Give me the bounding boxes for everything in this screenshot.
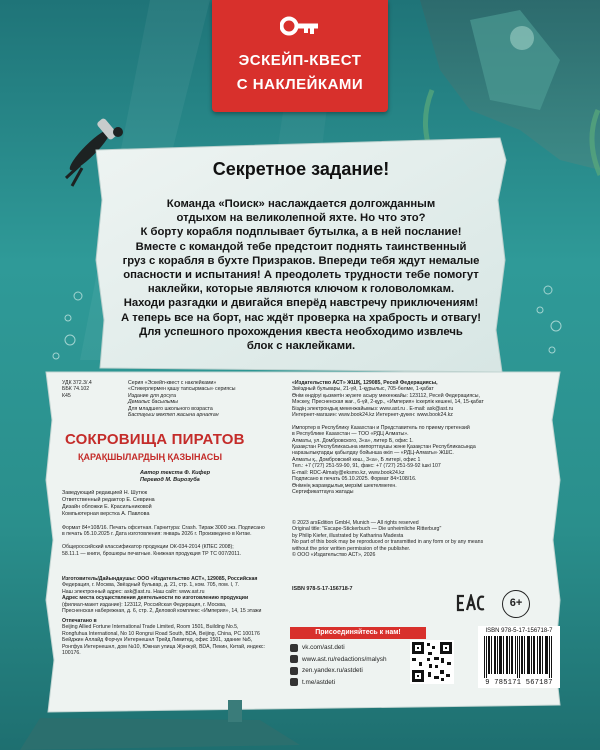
badge-line-1: ЭСКЕЙП-КВЕСТ [238, 52, 362, 69]
series-line: «Стикерлермен қашу тапсырмасы» сериясы [128, 386, 236, 393]
badge-line-2: С НАКЛЕЙКАМИ [236, 76, 364, 93]
pub-line: Изготовитель/Дайындаушы: ООО «Издательство АСТ», 129085, Российская [62, 576, 258, 582]
manufacturer-block [62, 576, 274, 614]
copyright-line: © ООО «Издательство АСТ», 2026 [292, 552, 376, 559]
note-line: блок с наклейками. [246, 340, 356, 353]
imprint-line: Сертификаттауға жатады [292, 488, 354, 495]
eac-mark-icon [456, 594, 486, 612]
series-line: Бастауыш мектеп жасына арналған [128, 412, 219, 419]
made-line: Ронгфуа Интернешнл, дом №10, Южная улица Жунжуй, BDA, Пекин, Китай, индекс: 100176. [62, 643, 265, 657]
barcode-bars [484, 636, 554, 678]
imprint-line: в Республике Казахстан — ТОО «РДЦ Алматы». [292, 431, 409, 438]
note-line: А теперь все на борт, нас ждёт проверка на храбрость и отвагу! [120, 311, 482, 324]
book-subtitle: ҚАРАҚШЫЛАРДЫҢ ҚАЗЫНАСЫ [78, 452, 223, 462]
imprint-line: Өнімнің жарамдылық мерзімі шектелмеген. [292, 482, 397, 489]
staff-line: Дизайн обложки Е. Красильниковой [62, 504, 152, 510]
imprint-line: Алматы, ул. Домбровского, 3«а», литер Б, офис 1. [292, 437, 414, 444]
imprint-line: Қазақстан Республикасына импорттаушы және Қазақстан Республикасында [292, 444, 476, 451]
note-title: Секретное задание! [212, 159, 390, 179]
made-line: Отпечатано в [62, 618, 97, 624]
series-block [128, 380, 268, 418]
secret-task-note [96, 137, 506, 372]
note-line: Вместе с командой тебе предстоит поднять таинственный [135, 240, 467, 253]
imprint-line: Импортер в Республику Казахстан и Представитель по приему претензий [292, 424, 470, 431]
barcode-number: 9 785171 567187 [485, 679, 553, 687]
series-line: Издание для досуга [128, 392, 177, 399]
imprint-line: Біздің электрондық мекенжайымыз: www.ast.ru . E-mail: ask@ast.ru [292, 405, 454, 412]
staff-line: Компьютерная верстка А. Павлова [62, 511, 150, 517]
made-line: Бейджин Аллайд Форчун Интернешнл Трейд Лимитед, офис 1501, здание №5, [62, 637, 253, 644]
social-link[interactable]: vk.com/ast.deti [290, 642, 470, 654]
vk-icon [290, 644, 298, 652]
tech-line: 58.11.1 — книги, брошюры печатные. Книжная продукция ТР ТС 007/2011. [62, 550, 242, 557]
staff-line: Ответственный редактор Е. Севрина [62, 497, 155, 503]
imprint-line: наразылықтарды қабылдау бойынша өкіл — «РДЦ-Алматы» ЖШС. [292, 450, 454, 457]
age-rating-badge: 6+ [502, 590, 530, 618]
note-line: груз с корабля в бухте Призраков. Впереди тебя ждут немалые [122, 254, 480, 267]
pub-line: Адрес места осуществления деятельности по изготовлению продукции [62, 595, 249, 602]
authors-block [140, 470, 270, 484]
social-link[interactable]: zen.yandex.ru/astdeti [290, 665, 470, 677]
zen-icon [290, 667, 298, 675]
series-line: Для младшего школьного возраста [128, 405, 213, 412]
imprint-line: E-mail: RDC-Almaty@eksmo.kz, www.book24.kz [292, 469, 405, 476]
barcode [478, 626, 560, 688]
series-logo-badge [212, 0, 388, 112]
technical-block [62, 525, 274, 557]
copyright-line: © 2023 arsEdition GmbH, Munich — All rights reserved [292, 520, 419, 526]
udk-block [62, 380, 122, 399]
author-line: Автор текста Ф. Кифер [140, 470, 211, 476]
publisher-kz-block [292, 380, 532, 495]
imprint-line: Подписано в печать 05.10.2025. Формат 84×108/16. [292, 476, 417, 483]
web-icon [290, 655, 298, 663]
udk-line: ББК 74.102 [62, 386, 90, 393]
imprint-line: Интернет-магазин: www.book24.kz Интернет-дүкен: www.book24.kz [292, 412, 453, 419]
pub-line: (филиал-макет издание): 123112, Российская Федерация, г. Москва, [62, 601, 227, 608]
qr-code [410, 640, 454, 684]
udk-line: К45 [62, 392, 71, 399]
pub-line: Федерация, г. Москва, Звёздный бульвар, д. 21, стр. 1, ком. 705, пом. I, 7. [62, 582, 240, 589]
copyright-block [292, 520, 532, 558]
series-line: Демалыс басылымы [128, 399, 178, 406]
isbn-text: ISBN 978-5-17-156718-7 [292, 586, 353, 592]
translator-line: Перевод М. Вирозуба [140, 477, 200, 483]
join-us-banner: Присоединяйтесь к нам! [290, 627, 426, 639]
series-line: Серия «Эскейп-квест с наклейками» [128, 380, 217, 386]
tech-line: Формат 84×108/16. Печать офсетная. Гарнитура: Crash. Тираж 3000 экз. Подписано [62, 525, 265, 531]
tech-line: в печать 05.10.2025 г. Дата изготовления: январь 2026 г. Произведено в Китае. [62, 531, 252, 538]
key-icon [280, 12, 320, 40]
barcode-isbn: ISBN 978-5-17-156718-7 [485, 628, 553, 634]
imprint-line: Мәскеу, Пресненская жағ., 6-үй, 2-құр., «Империя» іскерлік кешені, 14, 15-қабат [292, 399, 484, 406]
social-link[interactable]: www.ast.ru/redactions/malysh [290, 654, 470, 666]
imprint-line: Тел.: +7 (727) 251-59-90, 91, факс: +7 (727) 251-59-92 ішкі 107 [292, 463, 441, 470]
staff-block [62, 490, 262, 518]
note-line: Находи разгадки и двигайся вперёд навстречу приключениям! [123, 297, 479, 310]
copyright-line: No part of this book may be reproduced or transmitted in any form or by any means [292, 539, 484, 546]
book-title: СОКРОВИЩА ПИРАТОВ [65, 431, 245, 448]
copyright-line: Original title: "Escape-Stickerbuch — Die unheimliche Ritterburg" [292, 526, 442, 533]
tech-line: Общероссийский классификатор продукции ОК-034-2014 (КПЕС 2008); [62, 544, 234, 551]
staff-line: Заведующий редакцией Н. Шутюк [62, 490, 148, 496]
made-line: Rongfuhua International, No 10 Rongrui Road South, BDA, Beijing, China, PC 100176 [62, 630, 260, 637]
copyright-line: without the prior written permission of the publisher. [292, 545, 411, 552]
telegram-icon [290, 678, 298, 686]
note-line: опасности и испытания! А преодолеть трудности тебе помогут [123, 269, 479, 282]
pub-line: Пресненская набережная, д. 6, стр. 2, Деловой комплекс «Империя», 14, 15 этажи [62, 608, 262, 615]
note-body [106, 197, 496, 353]
made-line: Beijing Allied Fortune International Trade Limited, Room 1501, Building No.5, [62, 624, 239, 631]
udk-line: УДК 372.3/.4 [62, 380, 92, 386]
imprint-line: «Издательство АСТ» ЖШҚ, 129085, Ресей Федерациясы, [292, 380, 438, 386]
imprint-line: Өнім өндіруі қызметін жүзеге асыру мекенжайы: 123112, Ресей Федерациясы, [292, 392, 480, 399]
note-line: наклейки, которые являются ключом к головоломкам. [147, 283, 455, 296]
imprint-line: Звёздный бульвары, 21-үй, 1-құрылыс, 705-бөлме, 1-қабат [292, 386, 434, 393]
note-line: К борту корабля подплывает бутылка, а в ней послание! [140, 226, 462, 239]
pub-line: Наш электронный адрес: ask@ast.ru. Наш сайт: www.ast.ru [62, 588, 205, 595]
note-line: Для успешного прохождения квеста необходимо извлечь [139, 325, 463, 338]
social-link[interactable]: t.me/astdeti [290, 677, 470, 689]
printed-in-block [62, 618, 274, 656]
note-line: Команда «Поиск» наслаждается долгожданным [166, 198, 436, 210]
note-line: отдыхом на великолепной яхте. Но что это? [176, 212, 426, 225]
copyright-line: by Philip Kiefer, illustrated by Katharina Madesta [292, 532, 404, 539]
imprint-line: Алматы қ., Домбровский көш., 3«а», Б литері, офис 1 [292, 456, 421, 463]
